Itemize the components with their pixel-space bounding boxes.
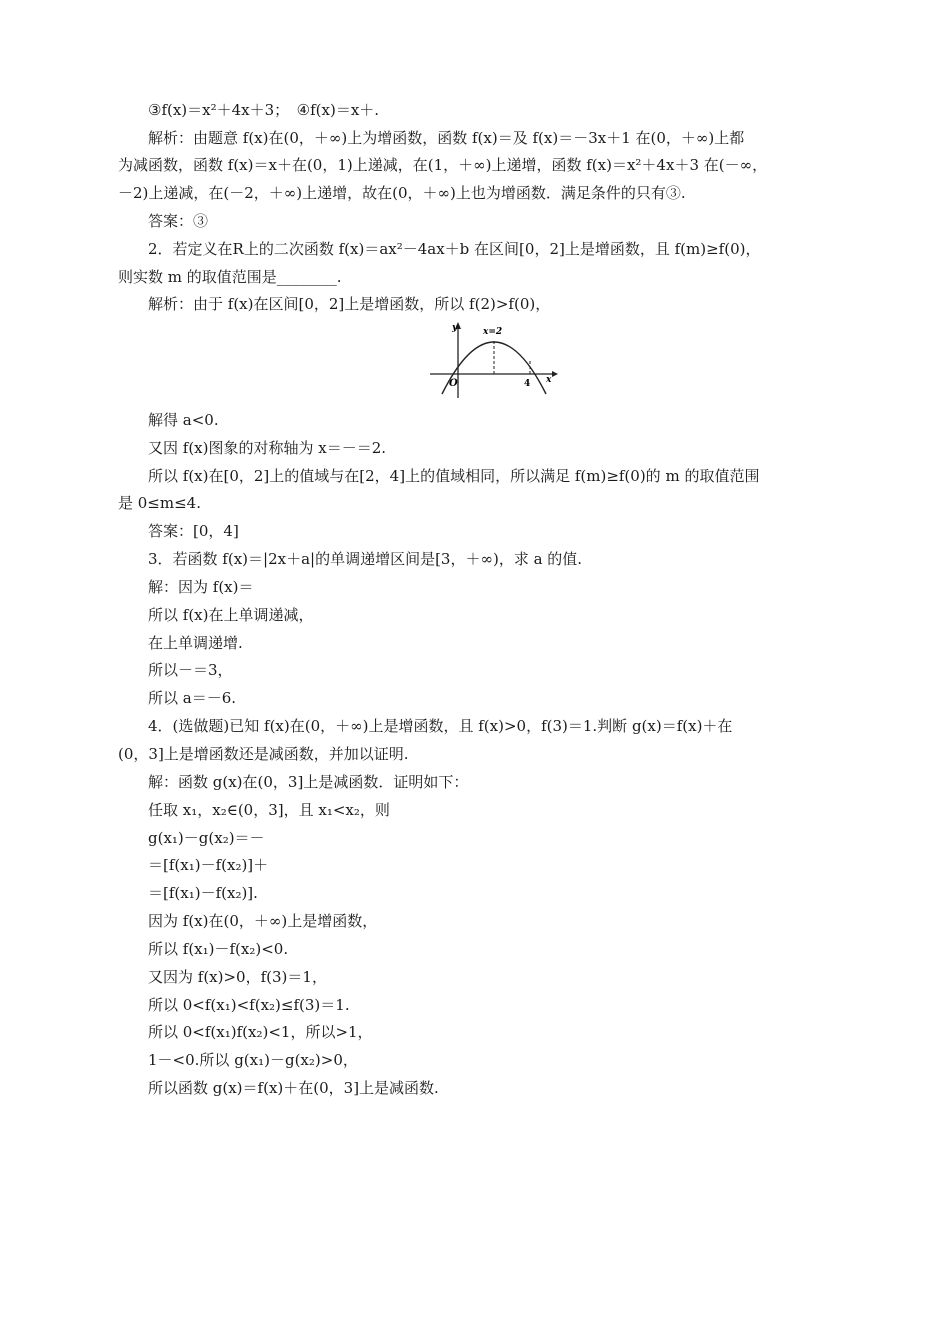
origin-label: O <box>449 378 458 389</box>
text-line: 1－<0.所以 g(x₁)－g(x₂)>0， <box>148 1051 358 1069</box>
text-line: 4．(选做题)已知 f(x)在(0，＋∞)上是增函数，且 f(x)>0，f(3)＝1.判断 g(x)＝f(x)＋在 <box>148 717 733 735</box>
text-line: 所以－＝3， <box>148 661 233 679</box>
text-line: 所以 f(x)在[0，2]上的值域与在[2，4]上的值域相同，所以满足 f(m)≥f(0)的 m 的取值范围 <box>148 467 760 485</box>
text-line: 所以 f(x₁)－f(x₂)<0. <box>148 940 289 958</box>
text-line: 所以 a＝－6. <box>148 689 237 707</box>
text-line: －2)上递减，在(－2，＋∞)上递增，故在(0，＋∞)上也为增函数．满足条件的只有③. <box>118 184 686 202</box>
text-line: ③f(x)＝x²＋4x＋3； ④f(x)＝x＋. <box>148 101 380 119</box>
x-axis-label: x <box>546 375 552 385</box>
text-line: 2．若定义在R上的二次函数 f(x)＝ax²－4ax＋b 在区间[0，2]上是增函数，且 f(m)≥f(0)， <box>148 240 761 258</box>
text-line: g(x₁)－g(x₂)＝－ <box>148 829 265 847</box>
text-line: 又因为 f(x)>0，f(3)＝1， <box>148 968 327 986</box>
text-line: ＝[f(x₁)－f(x₂)]＋ <box>148 856 269 874</box>
text-line: 所以 0<f(x₁)f(x₂)<1，所以>1， <box>148 1023 373 1041</box>
text-line: 因为 f(x)在(0，＋∞)上是增函数， <box>148 912 378 930</box>
parabola-graph <box>428 320 558 400</box>
text-line: 解：函数 g(x)在(0，3]上是减函数．证明如下： <box>148 773 469 791</box>
text-line: 所以函数 g(x)＝f(x)＋在(0，3]上是减函数. <box>148 1079 439 1097</box>
text-line: 解析：由题意 f(x)在(0，＋∞)上为增函数，函数 f(x)＝及 f(x)＝－3x＋1 在(0，＋∞)上都 <box>148 129 745 147</box>
symmetry-label: x=2 <box>483 327 503 337</box>
text-line: 是 0≤m≤4. <box>118 494 201 512</box>
text-line: ＝[f(x₁)－f(x₂)]. <box>148 884 258 902</box>
text-line: 解析：由于 f(x)在区间[0，2]上是增函数，所以 f(2)>f(0)， <box>148 295 551 313</box>
text-line: 任取 x₁，x₂∈(0，3]，且 x₁<x₂，则 <box>148 801 390 819</box>
text-line: 答案：[0，4] <box>148 522 239 540</box>
text-line: 答案：③ <box>148 212 209 230</box>
text-line: 所以 0<f(x₁)<f(x₂)≤f(3)＝1. <box>148 996 350 1014</box>
text-line: 3．若函数 f(x)＝|2x＋a|的单调递增区间是[3，＋∞)，求 a 的值. <box>148 550 583 568</box>
x-axis-arrow <box>552 371 558 377</box>
text-line: 在上单调递增. <box>148 634 243 652</box>
text-line: 则实数 m 的取值范围是________. <box>118 268 342 286</box>
tick-label-4: 4 <box>524 379 531 389</box>
text-line: 所以 f(x)在上单调递减， <box>148 606 314 624</box>
text-line: (0，3]上是增函数还是减函数，并加以证明. <box>118 745 409 763</box>
text-line: 为减函数，函数 f(x)＝x＋在(0，1)上递减，在(1，＋∞)上递增，函数 f(x)＝x²＋4x＋3 在(－∞， <box>118 156 768 174</box>
y-axis-label: y <box>452 323 458 333</box>
text-line: 又因 f(x)图象的对称轴为 x＝－＝2. <box>148 439 387 457</box>
text-line: 解得 a<0. <box>148 411 219 429</box>
text-line: 解：因为 f(x)＝ <box>148 578 254 596</box>
